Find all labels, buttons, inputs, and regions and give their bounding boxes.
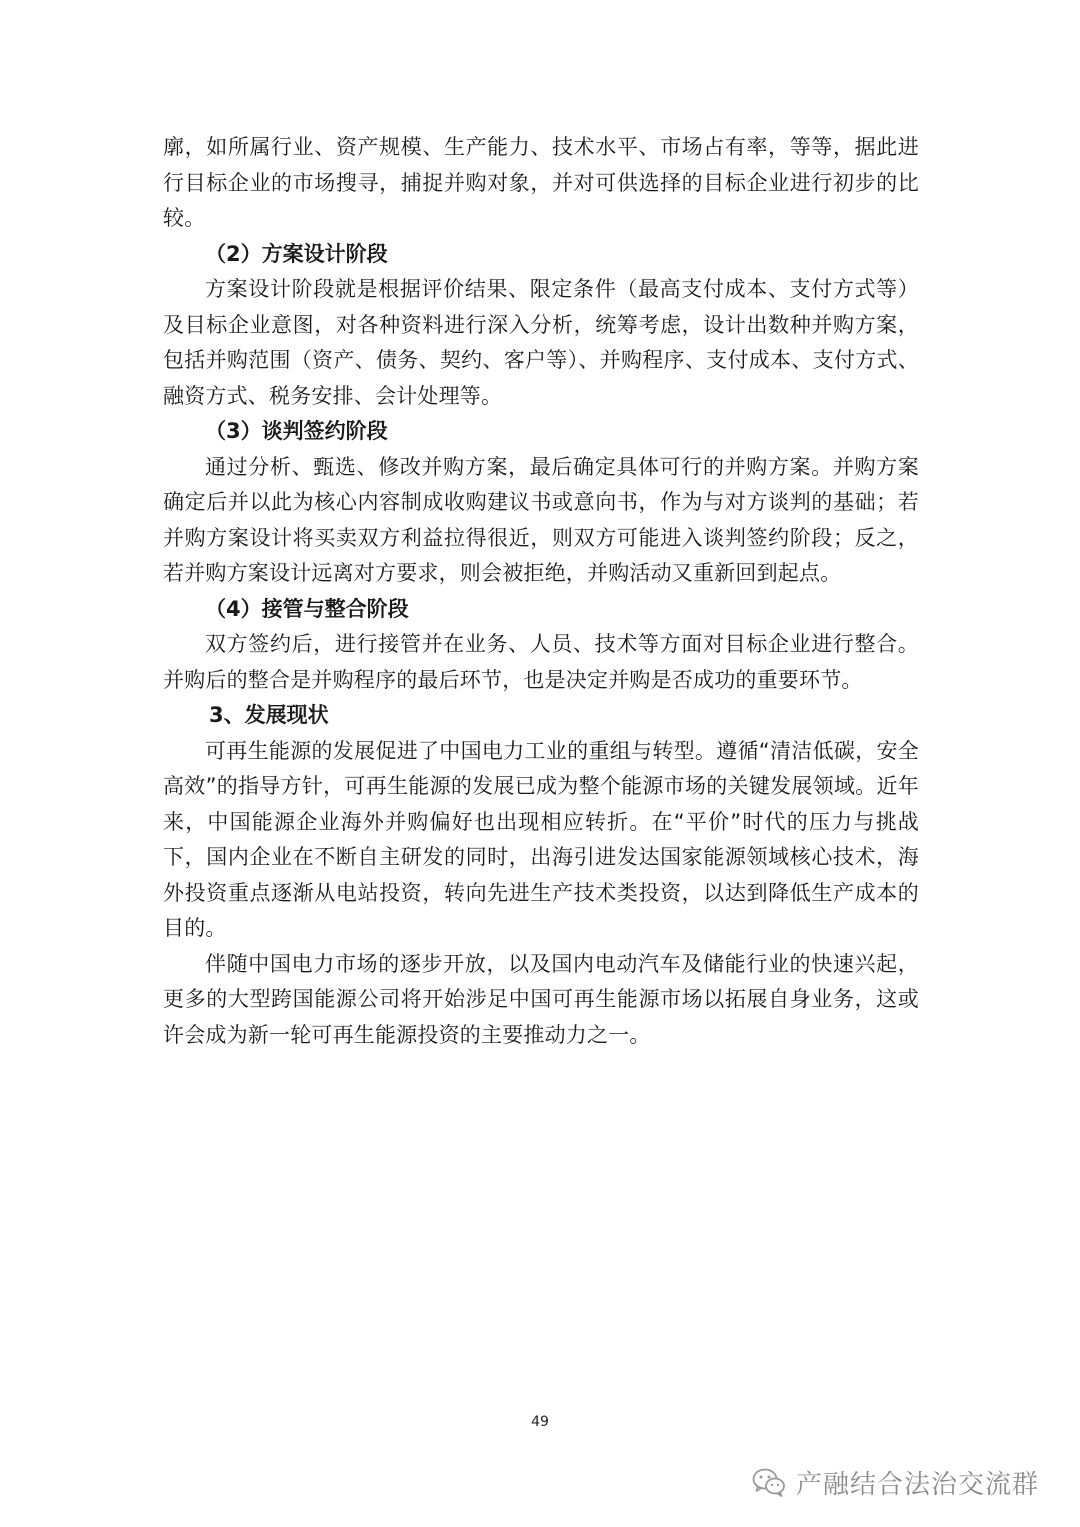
heading-plan-design: （2）方案设计阶段 — [205, 241, 388, 266]
watermark — [752, 1462, 1039, 1502]
paragraph-market-outlook: 伴随中国电力市场的逐步开放，以及国内电动汽车及储能行业的快速兴起，更多的大型跨国能源公司将开始涉足中国可再生能源市场以拓展自身业务，这或许会成为新一轮可再生能源投资的主要推动力之一。 — [163, 951, 919, 1047]
wechat-icon — [752, 1467, 786, 1497]
page-number: 49 — [531, 1414, 549, 1430]
paragraph-target-search: 廓，如所属行业、资产规模、生产能力、技术水平、市场占有率，等等，据此进行目标企业的市场搜寻，捕捉并购对象，并对可供选择的目标企业进行初步的比较。 — [163, 135, 919, 230]
paragraph-development-status: 可再生能源的发展促进了中国电力工业的重组与转型。遵循“清洁低碳，安全高效”的指导方针，可再生能源的发展已成为整个能源市场的关键发展领域。近年来，中国能源企业海外并购偏好也出现相应转折。在“平价”时代的压力与挑战下，国内企业在不断自主研发的同时，出海引进发达国家能源领域核心技术，海外投资重点逐渐从电站投资，转向先进生产技术类投资，以达到降低生产成本的目的。 — [163, 738, 919, 940]
heading-negotiation: （3）谈判签约阶段 — [205, 419, 388, 443]
document-body — [163, 130, 919, 1053]
paragraph-negotiation: 通过分析、甄选、修改并购方案，最后确定具体可行的并购方案。并购方案确定后并以此为核心内容制成收购建议书或意向书，作为与对方谈判的基础；若并购方案设计将买卖双方利益拉得很近，则双方可能进入谈判签约阶段；反之，若并购方案设计远离对方要求，则会被拒绝，并购活动又重新回到起点。 — [163, 454, 919, 585]
heading-development-status: 3、发展现状 — [209, 703, 329, 727]
heading-integration: （4）接管与整合阶段 — [205, 596, 409, 621]
paragraph-plan-design: 方案设计阶段就是根据评价结果、限定条件（最高支付成本、支付方式等）及目标企业意图，对各种资料进行深入分析，统筹考虑，设计出数种并购方案，包括并购范围（资产、债务、契约、客户等）、并购程序、支付成本、支付方式、融资方式、税务安排、会计处理等。 — [163, 277, 919, 408]
paragraph-integration: 双方签约后，进行接管并在业务、人员、技术等方面对目标企业进行整合。并购后的整合是并购程序的最后环节，也是决定并购是否成功的重要环节。 — [163, 632, 919, 692]
watermark-text: 产融结合法治交流群 — [796, 1469, 1040, 1500]
